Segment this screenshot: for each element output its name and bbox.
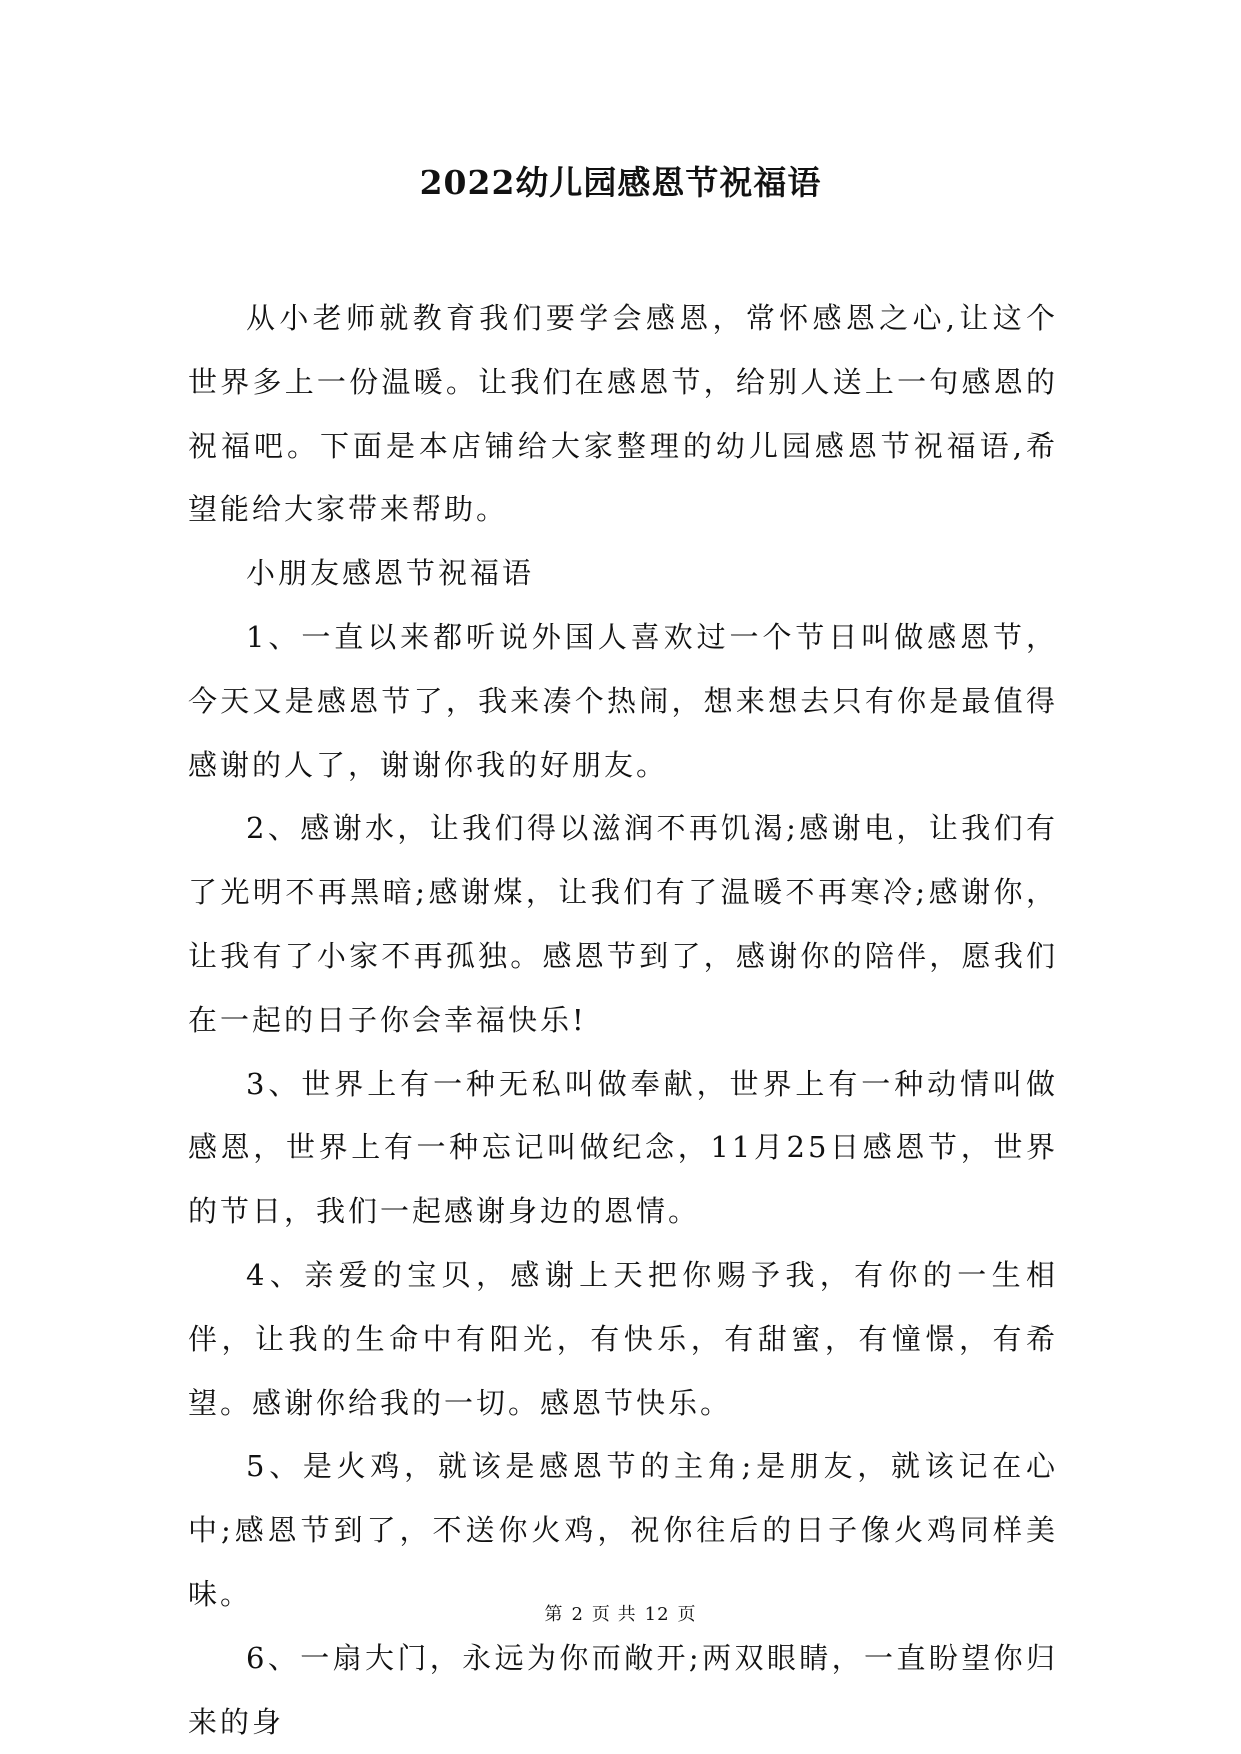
blessing-item-6: 6、一扇大门，永远为你而敞开;两双眼睛，一直盼望你归来的身 [188,1640,1058,1739]
page-footer [0,1602,1241,1628]
blessing-item-4: 4、亲爱的宝贝，感谢上天把你赐予我，有你的一生相伴，让我的生命中有阳光，有快乐，有甜蜜，有憧憬，有希望。感谢你给我的一切。感恩节快乐。 [188,1257,1058,1420]
blessing-item-3: 3、世界上有一种无私叫做奉献，世界上有一种动情叫做感恩，世界上有一种忘记叫做纪念，11月25日感恩节，世界的节日，我们一起感谢身边的恩情。 [188,1066,1058,1229]
intro-paragraph: 从小老师就教育我们要学会感恩，常怀感恩之心,让这个世界多上一份温暖。让我们在感恩节，给别人送上一句感恩的祝福吧。下面是本店铺给大家整理的幼儿园感恩节祝福语,希望能给大家带来帮助。 [188,301,1058,527]
document-body [188,287,1058,1754]
document-title: 2022幼儿园感恩节祝福语 [419,163,822,202]
footer-current-page: 2 [571,1604,584,1625]
footer-prefix: 第 [544,1604,564,1625]
blessing-item-5: 5、是火鸡，就该是感恩节的主角;是朋友，就该记在心中;感恩节到了，不送你火鸡，祝你往后的日子像火鸡同样美味。 [188,1449,1058,1611]
footer-middle: 页 共 [591,1604,637,1625]
blessing-item-2: 2、感谢水，让我们得以滋润不再饥渴;感谢电，让我们有了光明不再黑暗;感谢煤，让我们有了温暖不再寒冷;感谢你，让我有了小家不再孤独。感恩节到了，感谢你的陪伴，愿我们在一起的日子你会幸福快乐! [188,811,1058,1037]
footer-suffix: 页 [677,1604,697,1625]
section-heading: 小朋友感恩节祝福语 [246,556,535,591]
blessing-item-1: 1、一直以来都听说外国人喜欢过一个节日叫做感恩节，今天又是感恩节了，我来凑个热闹，想来想去只有你是最值得感谢的人了，谢谢你我的好朋友。 [188,619,1058,782]
footer-total-pages: 12 [644,1604,670,1625]
